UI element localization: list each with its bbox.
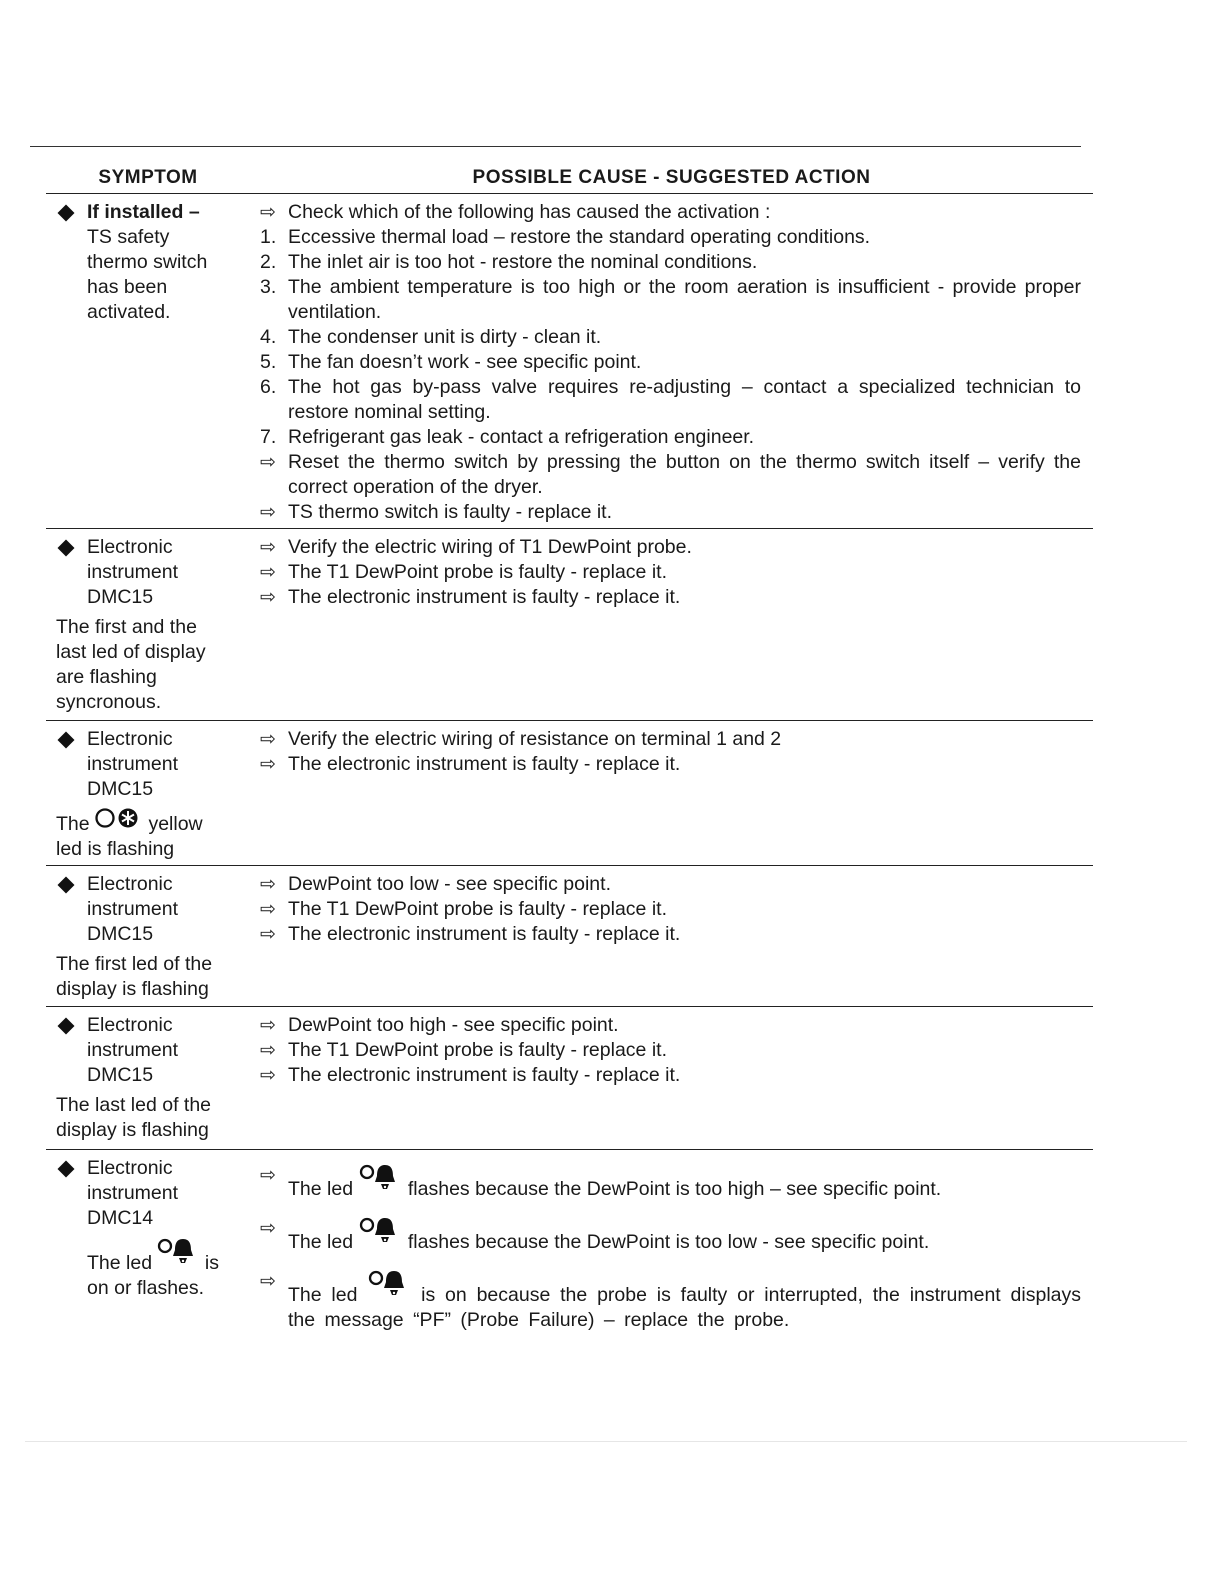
symptom-cell (46, 1013, 256, 1149)
arrow-icon: ⇨ (260, 1040, 276, 1061)
symptom-text: The led (87, 1252, 153, 1274)
list-number: 2. (260, 251, 277, 273)
action-cell (256, 727, 1093, 865)
action-cell (256, 1156, 1093, 1331)
action-cell (256, 535, 1093, 720)
action-text: flashes because the DewPoint is too high – see specific point. (407, 1178, 942, 1200)
symptom-text: is (204, 1252, 219, 1274)
symptom-line: display is flashing (56, 1119, 209, 1141)
action-text: The T1 DewPoint probe is faulty - replace it. (288, 898, 667, 920)
action-text: DewPoint too low - see specific point. (288, 873, 611, 895)
symptom-line: are flashing (56, 666, 157, 688)
arrow-icon: ⇨ (260, 452, 276, 473)
action-text: The inlet air is too hot - restore the nominal conditions. (288, 251, 758, 273)
table-row (46, 194, 1093, 529)
action-text: flashes because the DewPoint is too low - see specific point. (407, 1231, 930, 1253)
action-cell (256, 872, 1093, 1006)
arrow-icon: ⇨ (260, 1165, 276, 1186)
symptom-cell (46, 200, 256, 528)
symptom-line: DMC15 (87, 1064, 154, 1086)
list-item (256, 535, 1081, 560)
arrow-icon: ⇨ (260, 1065, 276, 1086)
action-text: The fan doesn’t work - see specific point. (288, 351, 642, 373)
arrow-icon: ⇨ (260, 729, 276, 750)
arrow-icon: ⇨ (260, 874, 276, 895)
diamond-bullet-icon (58, 877, 75, 894)
symptom-title: If installed – (87, 201, 200, 223)
symptom-line: activated. (87, 301, 171, 323)
action-text: is on because the probe is faulty or interrupted, the instrument displays the message “PF” (Probe Failure) – replace the probe. (288, 1284, 1082, 1331)
led-alarm-icon (157, 1237, 199, 1267)
list-number: 3. (260, 276, 277, 298)
list-item (256, 250, 1081, 275)
symptom-cell (46, 872, 256, 1006)
arrow-icon: ⇨ (260, 1218, 276, 1239)
list-item (256, 375, 1081, 425)
led-defrost-icon (95, 808, 143, 832)
list-item (256, 350, 1081, 375)
troubleshooting-table (46, 163, 1093, 1331)
diamond-bullet-icon (58, 205, 75, 222)
diamond-bullet-icon (58, 1161, 75, 1178)
list-item (256, 425, 1081, 450)
action-text: The ambient temperature is too high or the room aeration is insufficient - provide proper ventilation. (288, 276, 1081, 323)
symptom-line: on or flashes. (87, 1277, 205, 1299)
list-number: 4. (260, 326, 277, 348)
action-text: The electronic instrument is faulty - replace it. (288, 923, 681, 945)
symptom-line: DMC15 (87, 778, 154, 800)
symptom-line: instrument (87, 1182, 179, 1204)
symptom-line: Electronic (87, 728, 173, 750)
list-number: 7. (260, 426, 277, 448)
action-text: Verify the electric wiring of resistance on terminal 1 and 2 (288, 728, 782, 750)
diamond-bullet-icon (58, 1018, 75, 1035)
table-row (46, 1150, 1093, 1331)
arrow-icon: ⇨ (260, 1015, 276, 1036)
symptom-line: instrument (87, 1039, 179, 1061)
led-alarm-icon (358, 1216, 402, 1246)
arrow-icon: ⇨ (260, 754, 276, 775)
list-item (256, 500, 1081, 525)
action-text: The electronic instrument is faulty - replace it. (288, 753, 681, 775)
symptom-line: DMC15 (87, 923, 154, 945)
action-text: Reset the thermo switch by pressing the button on the thermo switch itself – verify the correct operation of the dryer. (288, 451, 1081, 498)
symptom-line: DMC15 (87, 586, 154, 608)
arrow-icon: ⇨ (260, 562, 276, 583)
table-row (46, 866, 1093, 1007)
list-number: 5. (260, 351, 277, 373)
list-item (256, 872, 1081, 897)
action-text: Refrigerant gas leak - contact a refrigeration engineer. (288, 426, 755, 448)
list-item (256, 450, 1081, 500)
table-row (46, 721, 1093, 866)
symptom-cell (46, 727, 256, 865)
symptom-line: TS safety (87, 226, 170, 248)
action-text: The electronic instrument is faulty - replace it. (288, 586, 681, 608)
list-item (256, 1163, 1081, 1202)
action-cell (256, 200, 1093, 528)
led-alarm-icon (358, 1163, 402, 1193)
top-rule (30, 146, 1081, 147)
list-item (256, 1269, 1081, 1333)
symptom-line: instrument (87, 561, 179, 583)
symptom-line: Electronic (87, 536, 173, 558)
action-text: The condenser unit is dirty - clean it. (288, 326, 602, 348)
list-number: 6. (260, 376, 277, 398)
list-item (256, 585, 1081, 610)
symptom-cell (46, 535, 256, 720)
diamond-bullet-icon (58, 732, 75, 749)
action-text: The hot gas by-pass valve requires re-adjusting – contact a specialized technician to restore nominal setting. (288, 376, 1081, 423)
list-item (256, 752, 1081, 777)
symptom-line: The first led of the (56, 953, 213, 975)
action-text: Eccessive thermal load – restore the standard operating conditions. (288, 226, 871, 248)
action-text: The led (288, 1284, 358, 1306)
arrow-icon: ⇨ (260, 1271, 276, 1292)
list-item (256, 560, 1081, 585)
action-text: The T1 DewPoint probe is faulty - replace it. (288, 561, 667, 583)
symptom-cell (46, 1156, 256, 1310)
list-item (256, 225, 1081, 250)
list-item (256, 200, 1081, 225)
table-row (46, 1007, 1093, 1150)
header-action: POSSIBLE CAUSE - SUGGESTED ACTION (472, 167, 871, 188)
symptom-line: DMC14 (87, 1207, 154, 1229)
diamond-bullet-icon (58, 540, 75, 557)
action-text: TS thermo switch is faulty - replace it. (288, 501, 613, 523)
bottom-rule (25, 1441, 1187, 1442)
arrow-icon: ⇨ (260, 202, 276, 223)
arrow-icon: ⇨ (260, 899, 276, 920)
arrow-icon: ⇨ (260, 537, 276, 558)
action-cell (256, 1013, 1093, 1149)
list-item (256, 275, 1081, 325)
list-item (256, 922, 1081, 947)
symptom-line: instrument (87, 898, 179, 920)
action-text: Check which of the following has caused the activation : (288, 201, 771, 223)
symptom-line: led is flashing (56, 838, 175, 860)
arrow-icon: ⇨ (260, 502, 276, 523)
list-item (256, 1038, 1081, 1063)
list-item (256, 727, 1081, 752)
arrow-icon: ⇨ (260, 924, 276, 945)
action-text: Verify the electric wiring of T1 DewPoint probe. (288, 536, 692, 558)
symptom-line: The last led of the (56, 1094, 212, 1116)
symptom-line: The first and the (56, 616, 197, 638)
header-symptom: SYMPTOM (98, 167, 198, 188)
action-text: The electronic instrument is faulty - replace it. (288, 1064, 681, 1086)
list-number: 1. (260, 226, 277, 248)
table-header (46, 163, 1093, 194)
arrow-icon: ⇨ (260, 587, 276, 608)
symptom-line: has been (87, 276, 168, 298)
list-item (256, 897, 1081, 922)
list-item (256, 325, 1081, 350)
symptom-text: The (56, 813, 90, 835)
symptom-line: last led of display (56, 641, 206, 663)
list-item (256, 1216, 1081, 1255)
list-item (256, 1063, 1081, 1088)
action-text: The led (288, 1178, 354, 1200)
symptom-line: instrument (87, 753, 179, 775)
action-text: DewPoint too high - see specific point. (288, 1014, 619, 1036)
symptom-line: syncronous. (56, 691, 162, 713)
symptom-line: Electronic (87, 1157, 173, 1179)
symptom-text: yellow (148, 813, 203, 835)
action-text: The led (288, 1231, 354, 1253)
symptom-line: Electronic (87, 1014, 173, 1036)
action-text: The T1 DewPoint probe is faulty - replace it. (288, 1039, 667, 1061)
table-row (46, 529, 1093, 721)
symptom-line: display is flashing (56, 978, 209, 1000)
symptom-line: thermo switch (87, 251, 208, 273)
symptom-line: Electronic (87, 873, 173, 895)
list-item (256, 1013, 1081, 1038)
led-alarm-icon (367, 1269, 411, 1299)
